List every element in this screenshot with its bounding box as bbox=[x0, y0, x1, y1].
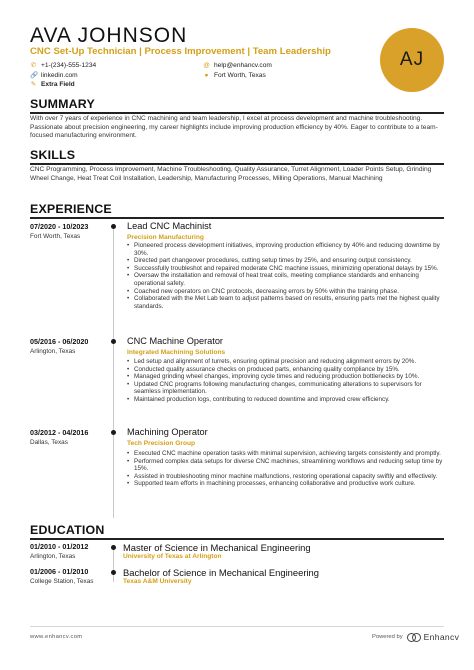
email-text[interactable]: help@enhancv.com bbox=[214, 62, 272, 69]
job-dates: 07/2020 - 10/2023 bbox=[30, 222, 89, 231]
edu-school: University of Texas at Arlington bbox=[123, 553, 222, 560]
summary-text: With over 7 years of experience in CNC machining and team leadership, I excel at process development and machine troubleshooting. Passionate about precision engineering, my career highlights include improving production efficiency by 40%. Eager to contribute to a team-focused manufacturing environment. bbox=[30, 115, 438, 140]
phone-text: +1-(234)-555-1234 bbox=[41, 62, 97, 69]
contact-extra bbox=[30, 81, 75, 88]
location-icon: ● bbox=[204, 72, 209, 79]
timeline-dot bbox=[111, 570, 116, 575]
job-dates: 03/2012 - 04/2016 bbox=[30, 428, 89, 437]
list-item: • Successfully troubleshot and repaired moderate CNC machine issues, minimizing operational delays by 15%. bbox=[127, 265, 445, 273]
list-item: • Assisted in troubleshooting minor machine malfunctions, restoring operational capacity swiftly and effectively. bbox=[127, 473, 445, 481]
candidate-name: AVA JOHNSON bbox=[30, 24, 188, 47]
edu-degree: Bachelor of Science in Mechanical Engineering bbox=[123, 567, 319, 578]
contact-linkedin[interactable] bbox=[30, 72, 78, 79]
job-company: Precision Manufacturing bbox=[127, 234, 204, 241]
education-timeline bbox=[113, 546, 114, 582]
footer-website[interactable]: www.enhancv.com bbox=[30, 634, 83, 640]
list-item: • Led setup and alignment of turrets, ensuring optimal precision and reducing alignment errors by 20%. bbox=[127, 358, 445, 366]
list-item: • Performed complex data setups for diverse CNC machines, streamlining workflows and reducing setup time by 15%. bbox=[127, 458, 445, 473]
timeline-dot bbox=[111, 430, 116, 435]
education-divider bbox=[30, 538, 444, 540]
list-item: • Conducted quality assurance checks on produced parts, enhancing quality compliance by 15%. bbox=[127, 366, 445, 374]
job-bullets bbox=[127, 450, 445, 488]
job-dates: 05/2016 - 06/2020 bbox=[30, 337, 89, 346]
summary-divider bbox=[30, 112, 444, 114]
timeline-dot bbox=[111, 224, 116, 229]
candidate-title: CNC Set-Up Technician | Process Improvement | Team Leadership bbox=[30, 46, 331, 57]
skills-heading: SKILLS bbox=[30, 148, 76, 162]
list-item: • Directed part changeover procedures, cutting setup times by 25%, and ensuring output consistency. bbox=[127, 257, 445, 265]
phone-icon: ✆ bbox=[30, 62, 37, 69]
extra-field-text: Extra Field bbox=[41, 81, 75, 88]
experience-divider bbox=[30, 217, 444, 219]
list-item: • Pioneered process development initiatives, improving production efficiency by 40% and reducing downtime by 30%. bbox=[127, 242, 445, 257]
job-role: Lead CNC Machinist bbox=[127, 221, 212, 231]
avatar bbox=[380, 28, 444, 92]
job-role: Machining Operator bbox=[127, 427, 208, 437]
edu-dates: 01/2006 - 01/2010 bbox=[30, 567, 89, 576]
edu-dates: 01/2010 - 01/2012 bbox=[30, 542, 89, 551]
enhancv-logo-icon bbox=[407, 633, 420, 641]
footer-divider bbox=[30, 626, 444, 627]
linkedin-icon: 🔗 bbox=[30, 72, 39, 79]
extra-field-icon: ✎ bbox=[30, 81, 37, 88]
job-company: Integrated Machining Solutions bbox=[127, 349, 226, 356]
footer-powered-by[interactable] bbox=[372, 632, 459, 642]
job-location: Dallas, Texas bbox=[30, 439, 68, 446]
experience-timeline bbox=[113, 226, 114, 518]
avatar-initials: AJ bbox=[399, 49, 425, 70]
timeline-dot bbox=[111, 545, 116, 550]
list-item: • Supported team efforts in machining processes, enhancing collaborative and productive work culture. bbox=[127, 480, 445, 488]
skills-text: CNC Programming, Process Improvement, Machine Troubleshooting, Quality Assurance, Turret Alignment, Loader Points Setup, Grinding Wheel Change, Heat Treat Coil Installation, Leadership, Manufacturing Processes, Milling Operations, Manual Machining bbox=[30, 166, 432, 182]
powered-by-label: Powered by bbox=[372, 634, 403, 640]
location-text: Fort Worth, Texas bbox=[214, 72, 266, 79]
job-bullets bbox=[127, 358, 445, 404]
experience-heading: EXPERIENCE bbox=[30, 202, 112, 216]
job-company: Tech Precision Group bbox=[127, 440, 196, 447]
list-item: • Updated CNC programs following manufacturing changes, communicating alterations to supervisors for seamless implementation. bbox=[127, 381, 445, 396]
job-location: Fort Worth, Texas bbox=[30, 233, 81, 240]
brand-name: Enhancv bbox=[423, 632, 460, 642]
list-item: • Oversaw the installation and removal of heat treat coils, meeting compliance standards and enhancing operational safety. bbox=[127, 272, 445, 287]
edu-degree: Master of Science in Mechanical Engineering bbox=[123, 542, 311, 553]
list-item: • Maintained production logs, contributing to reduced downtime and improved crew efficiency. bbox=[127, 396, 445, 404]
edu-location: Arlington, Texas bbox=[30, 553, 76, 560]
skills-divider bbox=[30, 163, 444, 165]
list-item: • Executed CNC machine operation tasks with minimal supervision, achieving targets consistently and promptly. bbox=[127, 450, 445, 458]
linkedin-text[interactable]: linkedin.com bbox=[41, 72, 78, 79]
contact-location bbox=[203, 72, 266, 79]
list-item: • Managed grinding wheel changes, improving cycle times and reducing production bottlenecks by 10%. bbox=[127, 373, 445, 381]
contact-phone bbox=[30, 62, 96, 69]
job-bullets bbox=[127, 242, 445, 310]
edu-school: Texas A&M University bbox=[123, 578, 192, 585]
timeline-dot bbox=[111, 339, 116, 344]
email-icon: @ bbox=[203, 62, 210, 69]
job-role: CNC Machine Operator bbox=[127, 336, 223, 346]
edu-location: College Station, Texas bbox=[30, 578, 94, 585]
education-heading: EDUCATION bbox=[30, 523, 105, 537]
list-item: • Collaborated with the Met Lab team to adjust patterns based on results, ensuring parts met the highest quality standards. bbox=[127, 295, 445, 310]
summary-heading: SUMMARY bbox=[30, 97, 95, 111]
contact-email[interactable] bbox=[203, 62, 272, 69]
job-location: Arlington, Texas bbox=[30, 348, 76, 355]
list-item: • Coached new operators on CNC protocols, decreasing errors by 50% within the training phase. bbox=[127, 288, 445, 296]
